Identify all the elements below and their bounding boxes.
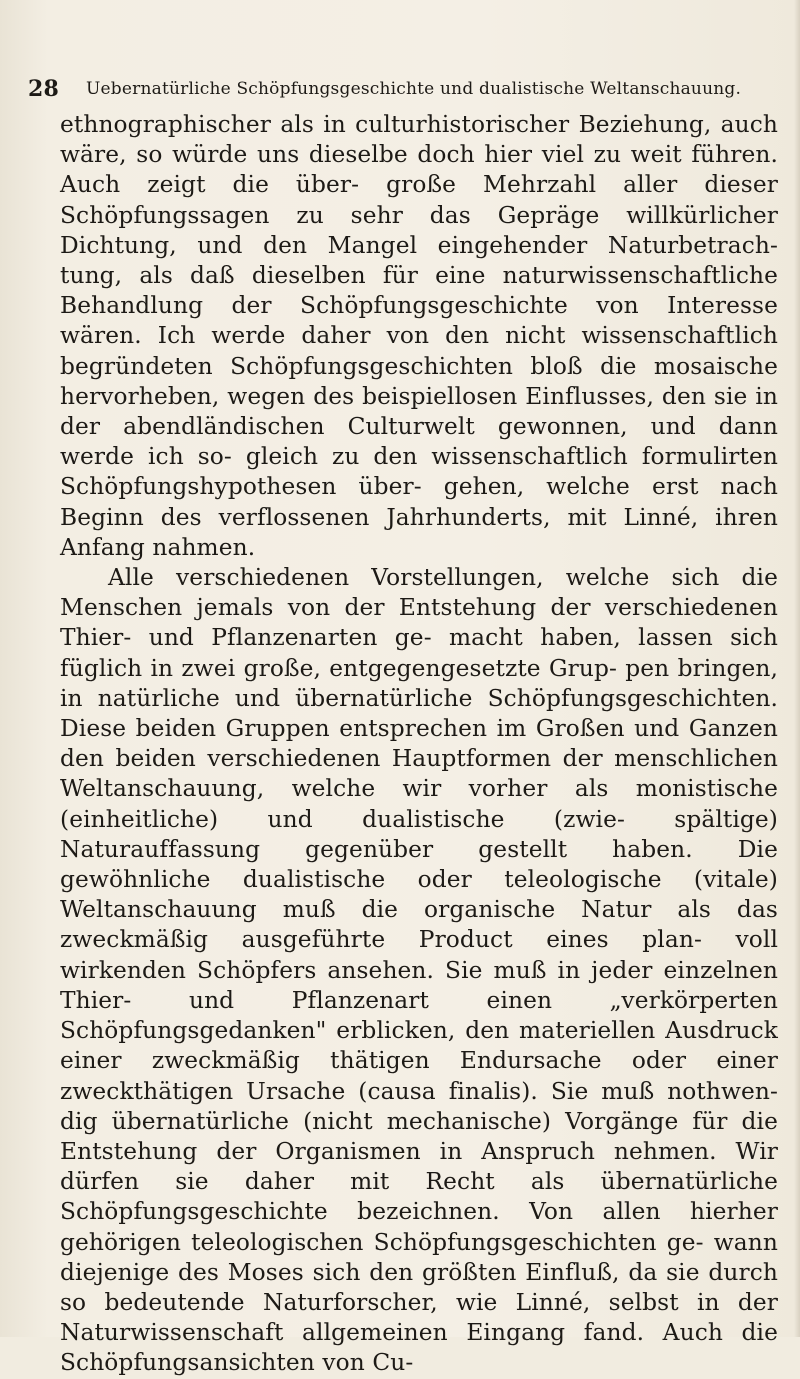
paragraph-2: Alle verschiedenen Vorstellungen, welche sich die Menschen jemals von der Entstehung der verschiedenen Thier- und Pflanzenarten ge- macht haben, lassen sich füglich in zwei große, entgegengesetzte Grup- pen bringen, in natürliche und übernatürliche Schöpfungsgeschichten. Diese beiden Gruppen entsprechen im Großen und Ganzen den beiden verschiedenen Hauptformen der menschlichen Weltanschauung, welche wir vorher als monistische (einheitliche) und dualistische (zwie- spältige) Naturauffassung gegenüber gestellt haben. Die gewöhnliche dualistische oder teleologische (vitale) Weltanschauung muß die organische Natur als das zweckmäßig ausgeführte Product eines plan- voll wirkenden Schöpfers ansehen. Sie muß in jeder einzelnen Thier- und Pflanzenart einen „verkörperten Schöpfungsgedanken" erblicken, den materiellen Ausdruck einer zweckmäßig thätigen Endursache oder einer zweckthätigen Ursache (causa finalis). Sie muß nothwen- dig übernatürliche (nicht mechanische) Vorgänge für die Entstehung der Organismen in Anspruch nehmen. Wir dürfen sie daher mit Recht als übernatürliche Schöpfungsgeschichte bezeichnen. Von allen hierher gehörigen teleologischen Schöpfungsgeschichten ge- wann diejenige des Moses sich den größten Einfluß, da sie durch so bedeutende Naturforscher, wie Linné, selbst in der Naturwissenschaft allgemeinen Eingang fand. Auch die Schöpfungsansichten von Cu- <box>60 564 778 1377</box>
page-number: 28 <box>28 76 60 102</box>
page-edge-shadow <box>794 0 800 1337</box>
page-header <box>28 74 760 104</box>
paragraph-1: ethnographischer als in culturhistorischer Beziehung, auch wäre, so würde uns dieselbe doch hier viel zu weit führen. Auch zeigt die über- große Mehrzahl aller dieser Schöpfungssagen zu sehr das Gepräge willkürlicher Dichtung, und den Mangel eingehender Naturbetrach- tung, als daß dieselben für eine naturwissenschaftliche Behandlung der Schöpfungsgeschichte von Interesse wären. Ich werde daher von den nicht wissenschaftlich begründeten Schöpfungsgeschichten bloß die mosaische hervorheben, wegen des beispiellosen Einflusses, den sie in der abendländischen Culturwelt gewonnen, und dann werde ich so- gleich zu den wissenschaftlich formulirten Schöpfungshypothesen über- gehen, welche erst nach Beginn des verflossenen Jahrhunderts, mit Linné, ihren Anfang nahmen. <box>60 111 778 561</box>
main-text <box>60 110 778 1379</box>
running-title: Uebernatürliche Schöpfungsgeschichte und dualistische Weltanschauung. <box>86 79 742 99</box>
